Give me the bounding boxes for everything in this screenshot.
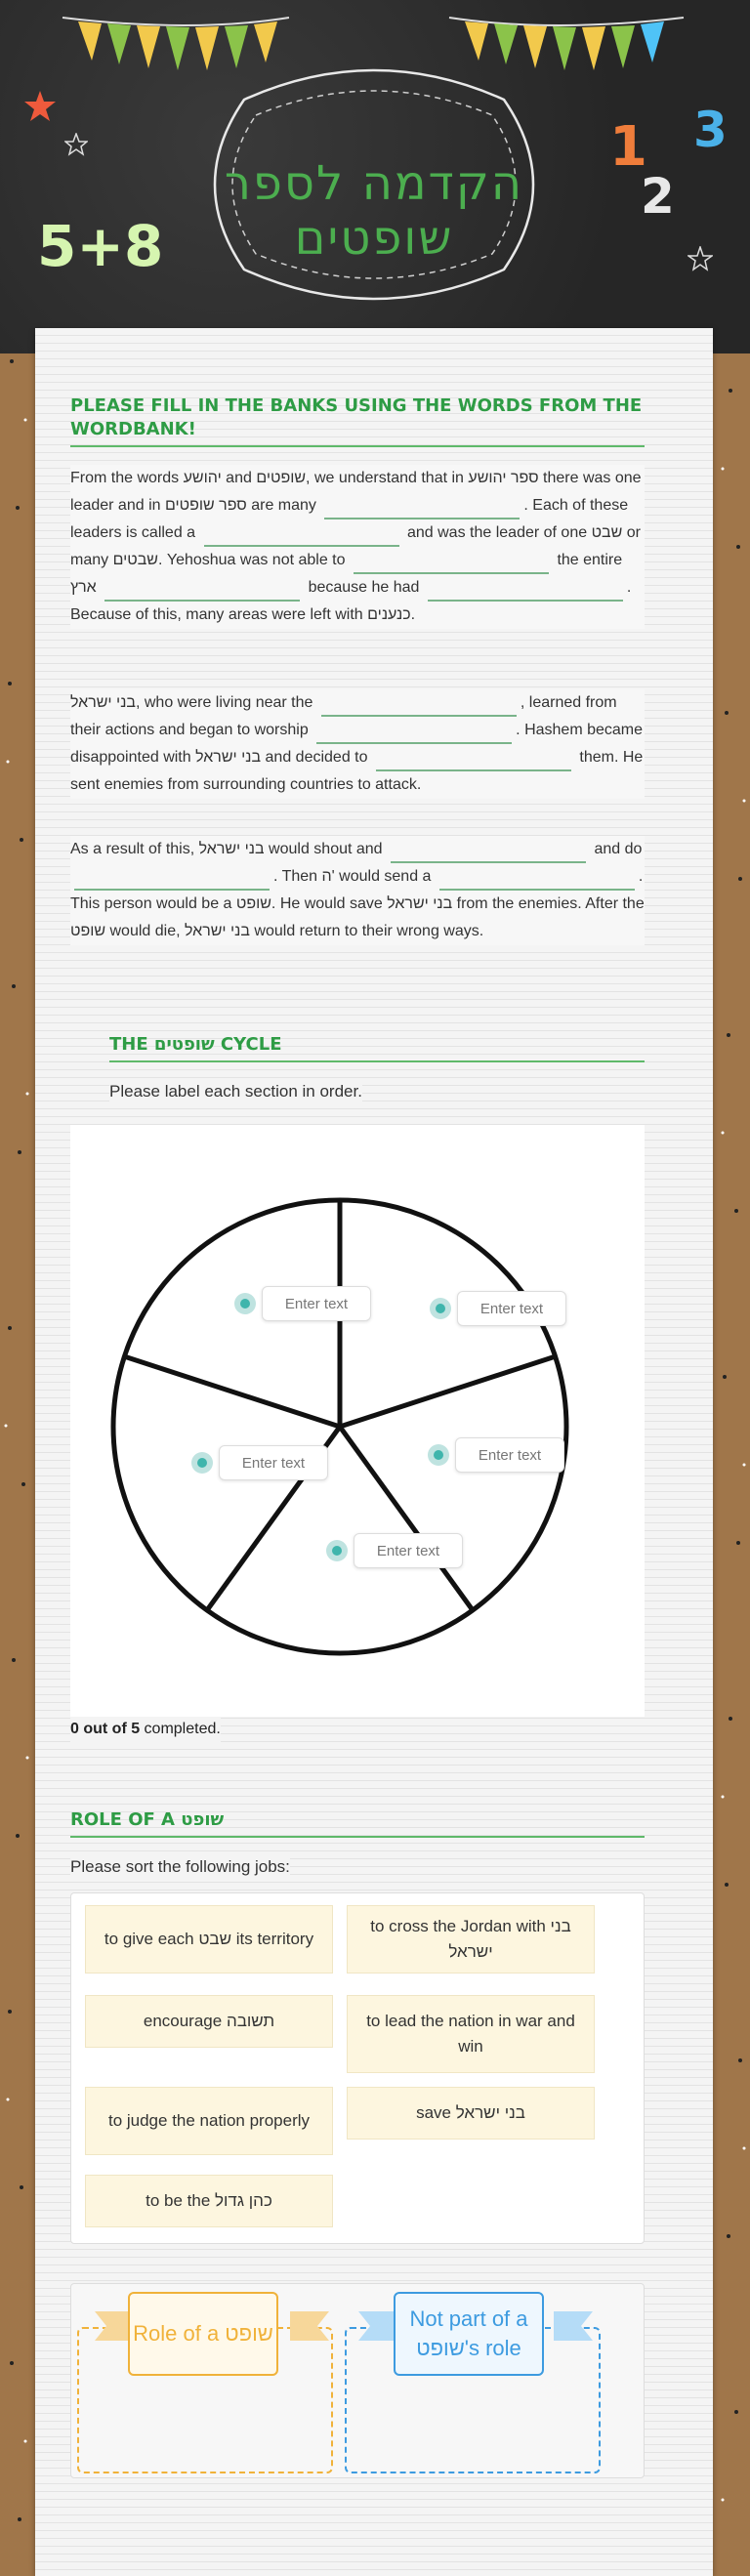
hotspot-dot-icon — [326, 1540, 348, 1561]
ribbon-tail-icon — [554, 2311, 593, 2341]
paragraph-text: . Hashem became disappointed with בני ישראל and decided to — [70, 722, 644, 766]
blank-input[interactable] — [324, 500, 520, 519]
paragraph-text: the entire ארץ — [70, 552, 623, 596]
paragraph-text: them. He sent enemies from surrounding countries to attack. — [70, 749, 644, 793]
job-card[interactable]: to be the כהן גדול — [85, 2175, 333, 2227]
not-role-bin-label: Not part of a שופט's role — [394, 2292, 544, 2376]
star-icon — [23, 90, 57, 123]
cycle-label-2[interactable] — [430, 1291, 566, 1326]
cycle-label-1[interactable] — [234, 1286, 371, 1321]
hotspot-dot-icon — [234, 1293, 256, 1314]
cycle-label-5[interactable] — [326, 1533, 463, 1568]
cycle-label-input[interactable]: Enter text — [354, 1533, 463, 1568]
paragraph-text: בני ישראל, who were living near the — [70, 694, 313, 711]
page-title: הקדמה לספר שופטים — [224, 156, 524, 266]
completion-status — [70, 1717, 221, 1742]
section-heading-fill-blanks: PLEASE FILL IN THE BANKS USING THE WORDS FROM THE WORDBANK! — [70, 395, 645, 447]
paragraph-text: . Then ה' would send a — [273, 868, 432, 885]
cycle-label-input[interactable]: Enter text — [219, 1445, 328, 1480]
outline-star-icon — [64, 133, 88, 156]
fill-blanks-paragraph-1 — [70, 465, 645, 629]
chalk-number-three: 3 — [693, 102, 728, 158]
job-sort-area — [70, 1892, 645, 2244]
hotspot-dot-icon — [191, 1452, 213, 1474]
blank-input[interactable] — [428, 582, 623, 602]
cycle-label-input[interactable]: Enter text — [457, 1291, 566, 1326]
ribbon-tail-icon — [290, 2311, 329, 2341]
outline-star-icon — [688, 246, 713, 271]
chalk-number-one: 1 — [609, 115, 647, 179]
blank-input[interactable] — [74, 871, 270, 891]
chalk-number-two: 2 — [641, 168, 675, 225]
job-card[interactable]: encourage תשובה — [85, 1995, 333, 2048]
blank-input[interactable] — [316, 725, 512, 744]
cycle-label-3[interactable] — [191, 1445, 328, 1480]
fill-blanks-paragraph-2 — [70, 689, 645, 799]
job-card[interactable]: to cross the Jordan with בני ישראל — [347, 1905, 595, 1974]
cycle-label-4[interactable] — [428, 1437, 564, 1473]
paragraph-text: As a result of this, בני ישראל would shout and — [70, 841, 383, 857]
sort-instruction: Please sort the following jobs: — [70, 1857, 290, 1876]
blank-input[interactable] — [376, 752, 571, 771]
completion-count: 0 out of 5 — [70, 1721, 141, 1737]
chalk-equation: 5+8 — [37, 213, 164, 279]
blank-input[interactable] — [391, 844, 586, 863]
sort-bins-area — [70, 2283, 645, 2478]
paragraph-text: From the words יהושע and שופטים, we understand that in ספר יהושע there was one leader and in ספר שופטים are many — [70, 470, 642, 514]
paragraph-text: because he had — [308, 579, 420, 596]
ribbon-tail-icon — [358, 2311, 397, 2341]
paragraph-text: . This person would be a שופט. He would save בני ישראל from the enemies. After the שופט would die, בני ישראל would return to their wrong ways. — [70, 868, 645, 939]
job-card[interactable]: to give each שבט its territory — [85, 1905, 333, 1974]
chalkboard-header — [0, 0, 750, 353]
cycle-label-input[interactable]: Enter text — [455, 1437, 564, 1473]
paragraph-text: . Because of this, many areas were left with כנענים. — [70, 579, 632, 623]
cycle-label-input[interactable]: Enter text — [262, 1286, 371, 1321]
blank-input[interactable] — [354, 555, 549, 574]
hotspot-dot-icon — [428, 1444, 449, 1466]
paragraph-text: , learned from their actions and began to worship — [70, 694, 617, 738]
job-card[interactable]: save בני ישראל — [347, 2087, 595, 2140]
job-card[interactable]: to judge the nation properly — [85, 2087, 333, 2155]
section-heading-cycle: THE שופטים CYCLE — [109, 1033, 645, 1062]
cycle-instruction: Please label each section in order. — [109, 1082, 362, 1101]
hotspot-dot-icon — [430, 1298, 451, 1319]
blank-input[interactable] — [321, 697, 517, 717]
completion-suffix: completed. — [140, 1721, 221, 1737]
paragraph-text: . Each of these leaders is called a — [70, 497, 629, 541]
fill-blanks-paragraph-3 — [70, 836, 645, 945]
job-card[interactable]: to lead the nation in war and win — [347, 1995, 595, 2073]
blank-input[interactable] — [439, 871, 635, 891]
cycle-wheel — [70, 1125, 645, 1717]
section-heading-role: ROLE OF A שופט — [70, 1808, 645, 1838]
cycle-labeling-area — [70, 1125, 645, 1717]
blank-input[interactable] — [104, 582, 300, 602]
role-bin-label: Role of a שופט — [128, 2292, 278, 2376]
paragraph-text: and do — [594, 841, 643, 857]
blank-input[interactable] — [204, 527, 399, 547]
paragraph-text: and was the leader of one שבט or many שבטים. Yehoshua was not able to — [70, 524, 641, 568]
